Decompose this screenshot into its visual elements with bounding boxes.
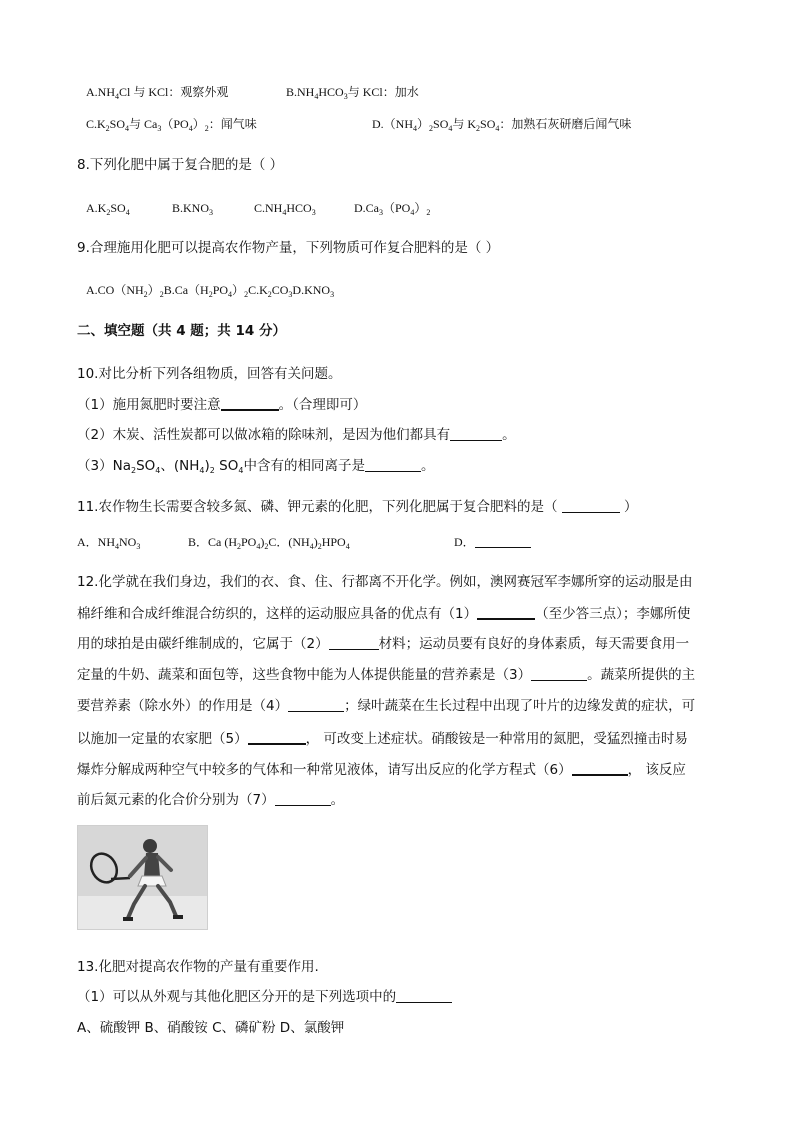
q12-line-3: 用的球拍是由碳纤维制成的，它属于（2） 材料；运动员要有良好的身体素质，每天需要食用一 — [77, 636, 690, 652]
q9-stem: 9.合理施用化肥可以提高农作物产量，下列物质可作复合肥料的是（ ） — [77, 240, 500, 256]
q7-option-a: $A.NH_4Cl$ 与 KCl：观察外观 — [86, 85, 229, 101]
answer-blank[interactable] — [329, 635, 379, 650]
q11-stem: 11.农作物生长需要含较多氮、磷、钾元素的化肥，下列化肥属于复合肥料的是（ ） — [77, 499, 638, 515]
answer-blank[interactable] — [562, 498, 620, 513]
q13-stem: 13.化肥对提高农作物的产量有重要作用. — [77, 959, 319, 975]
q7-option-c: $C.K_2SO_4$与 $Ca_3(PO_4)_2$：闻气味 — [86, 117, 257, 133]
q12-line-2: 棉纤维和合成纤维混合纺织的，这样的运动服应具备的优点有（1） （至少答三点）；李娜所使 — [77, 606, 691, 622]
q12-line-7: 爆炸分解成两种空气中较多的气体和一种常见液体，请写出反应的化学方程式（6） ， 该反应 — [77, 762, 686, 778]
answer-blank[interactable] — [450, 426, 502, 441]
q7-option-b: $B.NH_4HCO_3$与 KCl：加水 — [286, 85, 419, 101]
q12-line-1: 12.化学就在我们身边，我们的衣、食、住、行都离不开化学。例如，澳网赛冠军李娜所穿的运动服是由 — [77, 574, 693, 590]
q12-line-6: 以施加一定量的农家肥（5） ， 可改变上述症状。硝酸铵是一种常用的氮肥，受猛烈撞击时易 — [77, 731, 688, 747]
q13-options: A、硫酸钾 B、硝酸铵 C、磷矿粉 D、氯酸钾 — [77, 1020, 345, 1036]
q7-option-d: $D.(NH_4)_2SO_4$与 $K_2SO_4$：加熟石灰研磨后闻气味 — [372, 117, 632, 133]
answer-blank[interactable] — [288, 697, 344, 712]
q8-stem: 8.下列化肥中属于复合肥的是（ ） — [77, 157, 284, 173]
answer-blank[interactable] — [531, 666, 587, 681]
q12-line-8: 前后氮元素的化合价分别为（7） 。 — [77, 792, 345, 808]
tennis-player-photo — [77, 825, 208, 930]
q8-option-b: $B.KNO_3$ — [172, 201, 214, 217]
answer-blank[interactable] — [477, 604, 535, 620]
section-title: 二、填空题（共 4 题；共 14 分） — [77, 323, 286, 339]
q10-part1: （1）施用氮肥时要注意 。（合理即可） — [77, 397, 367, 413]
q11-option-a: A．$NH_4NO_3$ — [77, 535, 141, 551]
answer-blank[interactable] — [475, 533, 531, 548]
q8-option-d: $D.Ca_3(PO_4)_2$ — [354, 201, 431, 217]
answer-blank[interactable] — [275, 791, 331, 806]
q11-option-d: D． — [454, 533, 531, 551]
answer-blank[interactable] — [365, 457, 421, 472]
answer-blank[interactable] — [572, 760, 628, 776]
tennis-player-illustration — [78, 826, 207, 929]
q12-line-4: 定量的牛奶、蔬菜和面包等，这些食物中能为人体提供能量的营养素是（3） 。蔬菜所提供的主 — [77, 667, 696, 683]
q10-part2: （2）木炭、活性炭都可以做冰箱的除味剂，是因为他们都具有 。 — [77, 427, 516, 443]
q9-options: $A.CO(NH_2)_2B.Ca(H_2PO_4)_2C.K_2CO_3D.KNO_3$ — [86, 283, 335, 299]
q11-option-bc: B．Ca $(H_2PO_4)_2C$．$(NH_4)_2HPO_4$ — [188, 535, 350, 551]
answer-blank[interactable] — [248, 729, 306, 745]
q8-option-a: $A.K_2SO_4$ — [86, 201, 130, 217]
q13-part1: （1）可以从外观与其他化肥区分开的是下列选项中的 — [77, 988, 452, 1006]
q10-part3: $(3)Na_2SO_4$、$(NH_4)_2$ $SO_4$中含有的相同离子是 。 — [77, 458, 435, 475]
q8-option-c: $C.NH_4HCO_3$ — [254, 201, 316, 217]
answer-blank[interactable] — [221, 395, 279, 411]
q12-line-5: 要营养素（除水外）的作用是（4） ；绿叶蔬菜在生长过程中出现了叶片的边缘发黄的症状，可 — [77, 698, 696, 714]
answer-blank[interactable] — [396, 988, 452, 1003]
q10-stem: 10.对比分析下列各组物质，回答有关问题。 — [77, 366, 342, 382]
